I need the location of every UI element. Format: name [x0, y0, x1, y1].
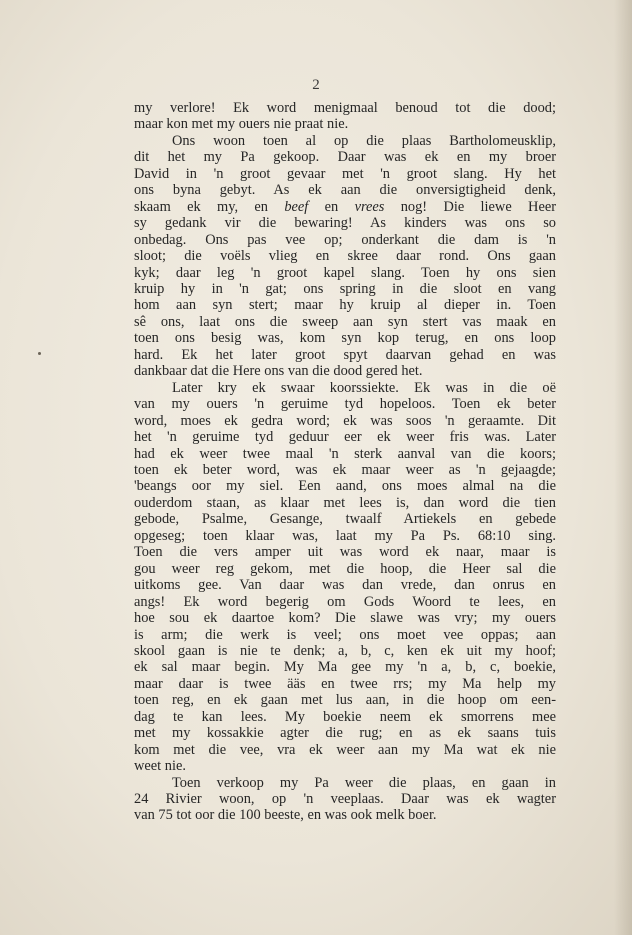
text-line: toen ek beter word, was ek maar weer as 'n gejaagde; [134, 461, 556, 478]
text-line: my verlore! Ek word menigmaal benoud tot die dood; [134, 100, 556, 116]
text-line: het 'n geruime tyd geduur eer ek weer fris was. Later [134, 429, 556, 446]
paragraph [134, 775, 556, 824]
text-line: met my kossakkie agter die rug; en as ek saans tuis [134, 725, 556, 742]
paragraph [134, 100, 556, 133]
text-line: maar kon met my ouers nie praat nie. [134, 116, 349, 133]
text-line: 'beangs oor my siel. Een aand, ons moes almal na die [134, 478, 556, 495]
text-line: is arm; die werk is veel; ons moet vee oppas; aan [134, 626, 556, 643]
text-line: opgeseg; toen klaar was, laat my Pa Ps. 68:10 sing. [134, 527, 556, 544]
text-line: hard. Ek het later groot spyt daarvan gehad en was [134, 346, 556, 363]
text-line: dag te kan lees. My boekie neem ek smorrens mee [134, 708, 556, 725]
page-edge-shadow [614, 0, 632, 935]
text-line: had ek weer twee maal 'n sterk aanval van die koors; [134, 445, 556, 462]
text-line: uitkoms gee. Van daar was dan vrede, dan onrus en [134, 577, 556, 594]
text-line: ons byna gebyt. As ek aan die onversigtigheid denk, [134, 182, 556, 199]
emphasized-word: beef [284, 198, 309, 215]
text-line: toen ons besig was, kom syn kop terug, en ons loop [134, 330, 556, 347]
text-line: David in 'n groot gevaar met 'n groot slang. Hy het [134, 165, 556, 182]
text-line: ek sal maar begin. My Ma gee my 'n a, b, c, boekie, [134, 659, 556, 676]
text-line: Later kry ek swaar koorssiekte. Ek was in die oë [172, 379, 556, 396]
text-line: angs! Ek word begerig om Gods Woord te lees, en [134, 593, 556, 610]
text-line: van 75 tot oor die 100 beeste, en was ook melk boer. [134, 807, 437, 824]
body-text [134, 100, 556, 824]
text-line: onbedag. Ons pas vee op; onderkant die dam is 'n [134, 231, 556, 248]
text-line: gebode, Psalme, Gesange, twaalf Artiekels en gebede [134, 511, 556, 528]
text-line: hoe sou ek daartoe kom? Die slawe was vry; my ouers [134, 610, 556, 627]
text-line: toen reg, en ek gaan met lus aan, in die hoop om een- [134, 692, 556, 709]
text-line: kruip hy in 'n gat; ons spring in die sloot en vang [134, 280, 556, 297]
text-line: van my ouers 'n geruime tyd hopeloos. Toen ek beter [134, 396, 556, 413]
text-line: skool gaan is nie te denk; a, b, c, ken ek uit my hoof; [134, 642, 556, 659]
text-line: maar daar is twee ääs en twee rrs; my Ma help my [134, 675, 556, 692]
text-line: Toen verkoop my Pa weer die plaas, en gaan in [172, 774, 556, 791]
text-line: dit het my Pa gekoop. Daar was ek en my broer [134, 149, 556, 166]
page-number: 2 [312, 77, 320, 93]
text-line: kom met die vee, vra ek weer aan my Ma wat ek nie [134, 741, 556, 758]
text-line: sê ons, laat ons die sweep aan syn stert vas maak en [134, 313, 556, 330]
text-line: 24 Rivier woon, op 'n veeplaas. Daar was ek wagter [134, 791, 556, 808]
text-line: sy gedank vir die bewaring! As kinders was ons so [134, 215, 556, 232]
text-line: ouderdom staan, as klaar met lees is, dan word die tien [134, 494, 556, 511]
text-line: Ons woon toen al op die plaas Bartholomeusklip, [172, 132, 556, 149]
text-line: dankbaar dat die Here ons van die dood gered het. [134, 363, 423, 380]
text-line: sloot; die voëls vlieg en skree daar rond. Ons gaan [134, 248, 556, 265]
text-line: weet nie. [134, 758, 186, 775]
text-line: kyk; daar leg 'n groot kapel slang. Toen hy ons sien [134, 264, 556, 281]
paragraph [134, 380, 556, 775]
emphasized-word: vrees [354, 198, 385, 215]
text-line: hom aan syn stert; maar hy kruip al dieper in. Toen [134, 297, 556, 314]
paragraph [134, 133, 556, 380]
text-line: word, moes ek gedra word; ek was soos 'n geraamte. Dit [134, 412, 556, 429]
text-line: skaam ek my, en beef en vrees nog! Die liewe Heer [134, 198, 557, 215]
text-line: gou weer reg gekom, met die hoop, die Heer sal die [134, 560, 556, 577]
paper-speck [38, 352, 41, 355]
text-line: Toen die vers amper uit was word ek naar, maar is [134, 544, 556, 561]
